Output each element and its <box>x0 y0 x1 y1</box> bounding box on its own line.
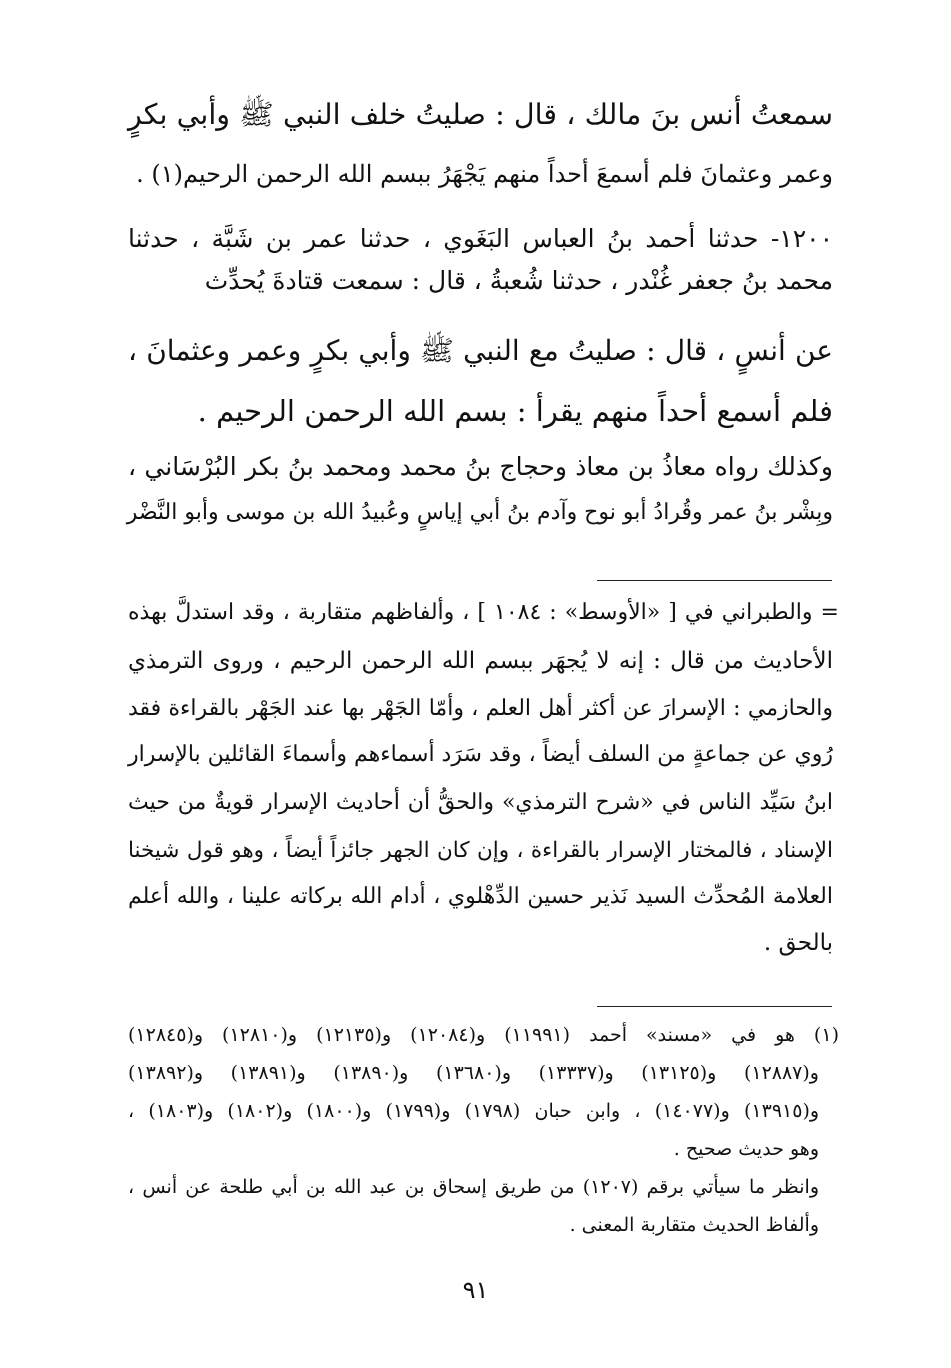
footnote-line-2: و(١٢٨٨٧) و(١٣١٢٥) و(١٣٣٣٧) و(١٣٦٨٠) و(١٣٨٩٠) و(١٣٨٩١) و(١٣٨٩٢) <box>128 1062 819 1084</box>
footnote-separator <box>597 1006 832 1007</box>
commentary-line-2: الأحاديث من قال : إنه لا يُجهَر ببسم الله الرحمن الرحيم ، وروى الترمذي <box>128 648 833 674</box>
main-line-3: عن أنسٍ ، قال : صليتُ مع النبي ﷺ وأبي بكرٍ وعمر وعثمانَ ، <box>128 334 834 367</box>
isnad-line-2: محمد بنُ جعفر غُنْدر ، حدثنا شُعبةُ ، قال : سمعت قتادةَ يُحدِّث <box>204 266 833 295</box>
footnote-line-6: وألفاظ الحديث متقاربة المعنى . <box>569 1214 819 1236</box>
isnad-line-1: ١٢٠٠- حدثنا أحمد بنُ العباس البَغَوي ، حدثنا عمر بن شَبَّة ، حدثنا <box>128 224 833 253</box>
main-line-1: سمعتُ أنس بنَ مالك ، قال : صليتُ خلف النبي ﷺ وأبي بكرٍ <box>128 98 833 131</box>
page-number: ٩١ <box>462 1276 489 1304</box>
main-line-2: وعمر وعثمانَ فلم أسمعَ أحداً منهم يَجْهَرُ ببسم الله الرحمن الرحيم(١) . <box>136 160 833 188</box>
commentary-separator <box>597 580 832 581</box>
footnote-line-1: (١) هو في «مسند» أحمد (١١٩٩١) و(١٢٠٨٤) و(١٢١٣٥) و(١٢٨١٠) و(١٢٨٤٥) <box>128 1024 839 1046</box>
commentary-line-5: ابنُ سَيِّد الناس في «شرح الترمذي» والحقُّ أن أحاديث الإسرار قويةٌ من حيث <box>128 790 833 815</box>
footnote-line-4: وهو حديث صحيح . <box>673 1138 819 1160</box>
commentary-line-7: العلامة المُحدِّث السيد نَذير حسين الدِّهْلوي ، أدام الله بركاته علينا ، والله أعلم <box>128 884 833 909</box>
main-line-4: فلم أسمع أحداً منهم يقرأ : بسم الله الرحمن الرحيم . <box>197 394 833 428</box>
footnote-line-5: وانظر ما سيأتي برقم (١٢٠٧) من طريق إسحاق بن عبد الله بن أبي طلحة عن أنس ، <box>128 1176 820 1198</box>
narrators-line-1: وكذلك رواه معاذُ بن معاذ وحجاج بنُ محمد ومحمد بنُ بكر البُرْسَاني ، <box>128 452 833 481</box>
commentary-line-3: والحازمي : الإسرارَ عن أكثر أهل العلم ، وأمّا الجَهْر بها عند الجَهْر بالقراءة فقد <box>128 696 833 721</box>
commentary-line-6: الإسناد ، فالمختار الإسرار بالقراءة ، وإن كان الجهر جائزاً أيضاً ، وهو قول شيخنا <box>128 838 833 863</box>
commentary-line-1: = والطبراني في [ «الأوسط» : ١٠٨٤ ] ، وألفاظهم متقاربة ، وقد استدلَّ بهذه <box>128 600 839 625</box>
narrators-line-2: وبِشْر بنُ عمر وقُرادُ أبو نوح وآدم بنُ أبي إياسٍ وعُبيدُ الله بن موسى وأبو النَّضْر <box>126 500 833 525</box>
footnote-line-3: و(١٣٩١٥) و(١٤٠٧٧) ، وابن حبان (١٧٩٨) و(١٧٩٩) و(١٨٠٠) و(١٨٠٢) و(١٨٠٣) ، <box>128 1100 820 1122</box>
commentary-line-8: بالحق . <box>763 930 833 956</box>
commentary-line-4: رُوي عن جماعةٍ من السلف أيضاً ، وقد سَرَد أسماءهم وأسماءَ القائلين بالإسرار <box>127 742 833 767</box>
